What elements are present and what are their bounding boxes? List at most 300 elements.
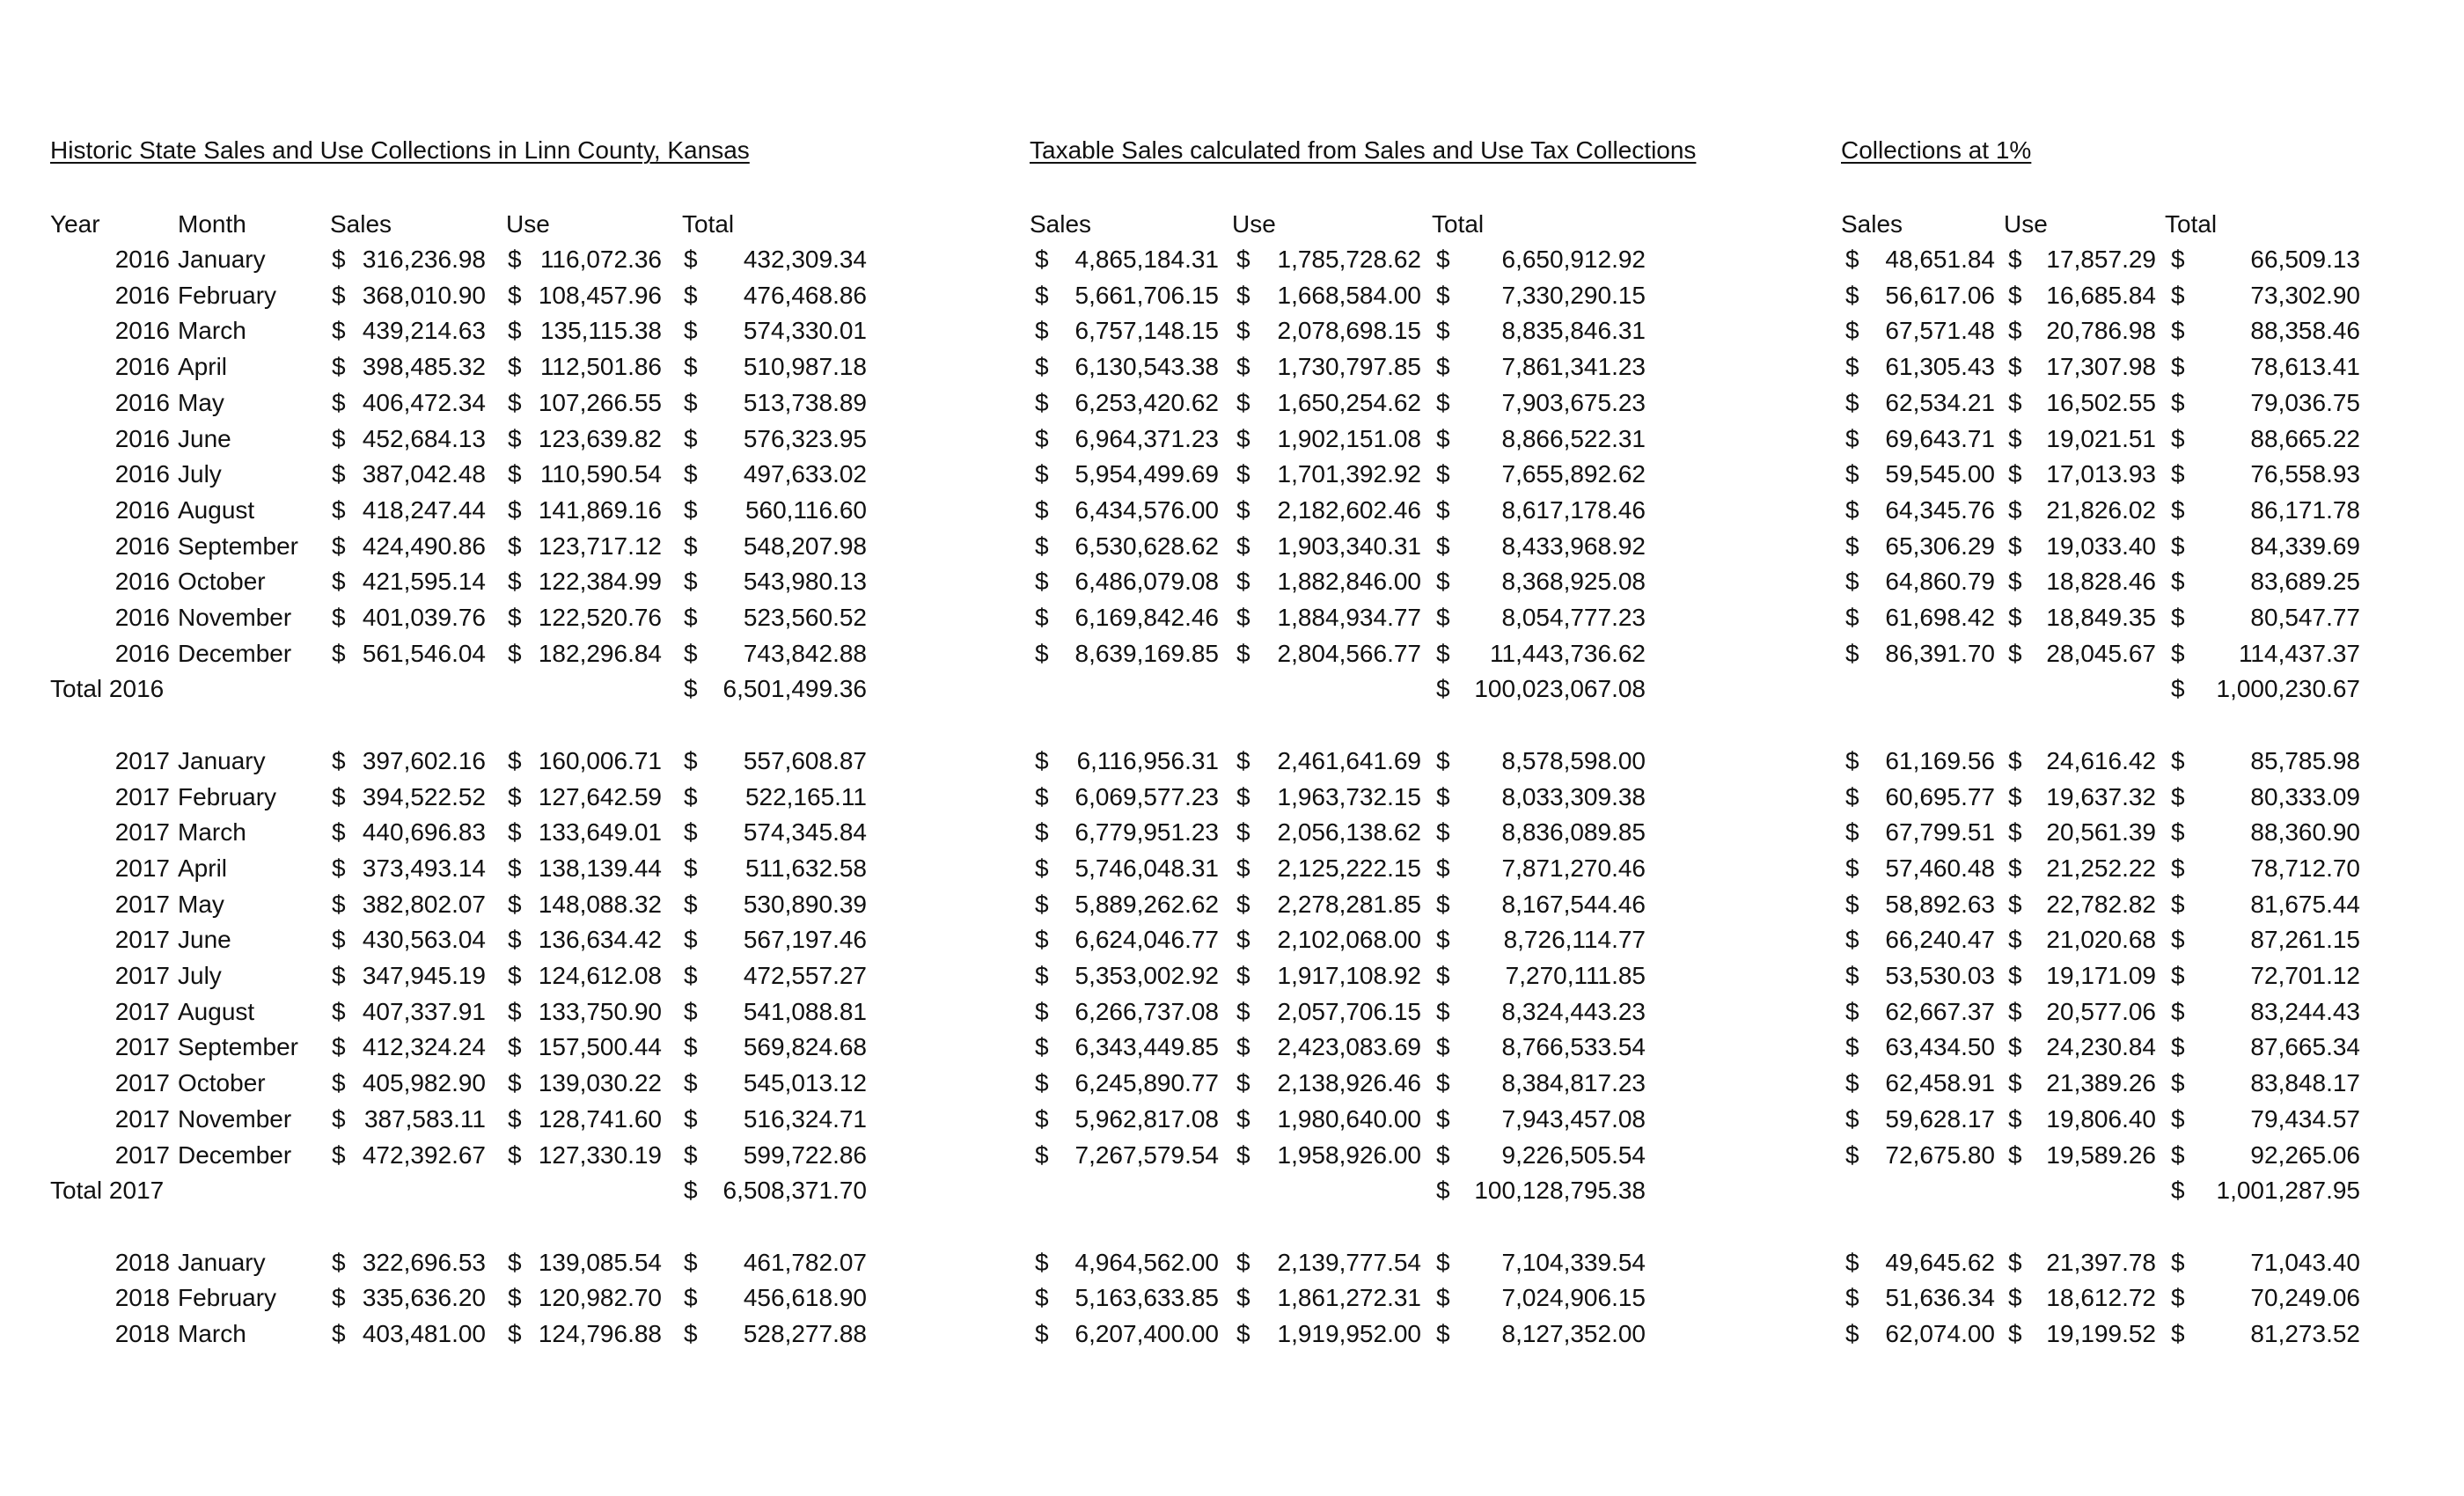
historic-sales-cell: 418,247.44 — [362, 495, 486, 524]
taxable-total-cell-currency: $ — [1436, 1140, 1450, 1169]
historic-use-cell: 157,500.44 — [538, 1033, 662, 1061]
taxable-sales-cell: 4,865,184.31 — [1074, 246, 1219, 273]
taxable-use-cell-currency: $ — [1236, 818, 1250, 847]
historic-use-cell-currency: $ — [508, 1140, 522, 1169]
historic-use-cell: 122,520.76 — [538, 604, 662, 631]
table-row — [1841, 1102, 2369, 1137]
historic-sales-cell-currency: $ — [332, 1248, 346, 1276]
historic-sales-cell-currency: $ — [332, 353, 346, 381]
taxable-sales-cell: 5,163,633.85 — [1074, 1284, 1219, 1312]
historic-total-cell-currency: $ — [684, 281, 698, 309]
table-row — [50, 1066, 869, 1101]
collections-use-cell: 19,021.51 — [2046, 424, 2156, 452]
historic-sales-cell: 421,595.14 — [362, 568, 486, 596]
taxable-use-cell: 1,668,584.00 — [1277, 281, 1421, 309]
collections-use-cell: 21,397.78 — [2046, 1248, 2156, 1276]
taxable-total-cell-currency: $ — [1436, 1320, 1450, 1347]
taxable-total-cell: 11,443,736.62 — [1490, 639, 1646, 667]
table-row — [50, 1102, 869, 1137]
historic-use-cell: 135,115.38 — [539, 317, 662, 345]
taxable-total-cell: 7,655,892.62 — [1501, 460, 1646, 488]
taxable-use-cell-currency: $ — [1236, 997, 1250, 1025]
taxable-sales-cell: 6,245,890.77 — [1074, 1069, 1219, 1097]
table-row — [1841, 744, 2369, 779]
taxable-use-cell: 1,917,108.92 — [1277, 962, 1421, 989]
table-row — [1841, 564, 2369, 599]
table-row — [50, 493, 869, 528]
taxable-total-cell-currency: $ — [1436, 890, 1450, 918]
collections-total-cell-currency: $ — [2171, 604, 2185, 631]
historic-total-cell: 574,345.84 — [743, 818, 867, 847]
historic-total-cell-currency: $ — [684, 424, 698, 452]
historic-use-cell-currency: $ — [508, 1104, 522, 1133]
table-row — [1030, 493, 1646, 528]
collections-sales-cell: 64,860.79 — [1885, 568, 1995, 596]
collections-sales-cell: 58,892.63 — [1885, 890, 1995, 918]
taxable-sales-cell: 5,954,499.69 — [1074, 460, 1219, 488]
historic-sales-cell-currency: $ — [332, 818, 346, 847]
historic-total-cell: 472,557.27 — [743, 962, 867, 989]
historic-total-cell-currency: $ — [684, 604, 698, 631]
table-row — [1841, 493, 2369, 528]
header-total: Total — [682, 210, 735, 238]
table-row — [50, 1280, 869, 1316]
historic-sales-cell: 424,490.86 — [362, 532, 486, 560]
collections-sales-cell-currency: $ — [1845, 1104, 1859, 1133]
collections-sales-cell: 59,545.00 — [1885, 460, 1995, 488]
taxable-use-cell: 1,958,926.00 — [1277, 1140, 1421, 1169]
historic-total-cell-currency: $ — [684, 854, 698, 882]
collections-total-cell-currency: $ — [2171, 424, 2185, 452]
table-row — [1030, 1245, 1646, 1280]
taxable-grand-total-currency: $ — [1436, 675, 1450, 703]
year-cell: 2016 — [114, 353, 170, 381]
historic-sales-cell: 335,636.20 — [362, 1284, 486, 1312]
taxable-total-cell: 7,330,290.15 — [1501, 281, 1646, 309]
collections-sales-cell: 69,643.71 — [1885, 424, 1995, 452]
historic-use-cell-currency: $ — [508, 353, 522, 381]
year-cell: 2016 — [114, 532, 170, 560]
taxable-sales-title: Taxable Sales calculated from Sales and Use Tax Collections — [1030, 136, 1697, 164]
historic-total-cell-currency: $ — [684, 353, 698, 381]
historic-use-cell-currency: $ — [508, 532, 522, 560]
historic-sales-cell: 406,472.34 — [362, 388, 486, 416]
taxable-grand-total-currency: $ — [1436, 1177, 1450, 1205]
collections-total-cell: 88,358.46 — [2250, 317, 2360, 345]
collections-sales-cell: 67,799.51 — [1885, 818, 1995, 847]
collections-total-cell: 72,701.12 — [2250, 962, 2360, 989]
historic-total-cell: 432,309.34 — [743, 246, 867, 273]
table-row — [1030, 994, 1646, 1030]
historic-total-cell: 476,468.86 — [743, 281, 867, 309]
year-cell: 2017 — [114, 1033, 170, 1061]
year-cell: 2017 — [114, 782, 170, 810]
historic-total-cell: 599,722.86 — [743, 1140, 867, 1169]
taxable-sales-cell: 6,964,371.23 — [1074, 424, 1219, 452]
collections-use-cell-currency: $ — [2008, 604, 2022, 631]
table-row — [50, 1245, 869, 1280]
table-row — [1841, 278, 2369, 313]
collections-total-cell-currency: $ — [2171, 1140, 2185, 1169]
collections-total-cell: 114,437.37 — [2238, 639, 2360, 667]
header-total: Total — [2165, 210, 2218, 238]
historic-total-cell-currency: $ — [684, 246, 698, 273]
collections-sales-cell-currency: $ — [1845, 854, 1859, 882]
collections-use-cell: 19,033.40 — [2046, 532, 2156, 560]
taxable-sales-cell: 5,746,048.31 — [1074, 854, 1219, 882]
table-row — [50, 744, 869, 779]
historic-total-cell: 497,633.02 — [743, 460, 867, 488]
taxable-sales-cell: 6,266,737.08 — [1074, 997, 1219, 1025]
month-cell: November — [178, 604, 292, 631]
historic-sales-cell: 401,039.76 — [362, 604, 486, 631]
taxable-total-cell-currency: $ — [1436, 388, 1450, 416]
header-year: Year — [50, 210, 100, 238]
taxable-total-cell-currency: $ — [1436, 604, 1450, 631]
total-row — [50, 1173, 869, 1208]
taxable-sales-cell-currency: $ — [1035, 997, 1049, 1025]
taxable-grand-total: 100,023,067.08 — [1474, 675, 1646, 703]
collections-sales-cell: 57,460.48 — [1885, 854, 1995, 882]
header-sales: Sales — [1030, 210, 1092, 238]
historic-total-cell-currency: $ — [684, 890, 698, 918]
collections-total-cell-currency: $ — [2171, 1320, 2185, 1347]
month-cell: March — [178, 317, 246, 345]
historic-sales-cell: 403,481.00 — [362, 1320, 486, 1347]
historic-use-cell-currency: $ — [508, 818, 522, 847]
taxable-sales-cell-currency: $ — [1035, 639, 1049, 667]
collections-total-cell: 81,675.44 — [2250, 890, 2360, 918]
table-row — [1030, 815, 1646, 850]
taxable-sales-cell: 6,779,951.23 — [1074, 818, 1219, 847]
month-cell: September — [178, 532, 298, 560]
taxable-sales-cell-currency: $ — [1035, 353, 1049, 381]
collections-total-cell: 87,665.34 — [2250, 1033, 2360, 1061]
historic-sales-cell: 561,546.04 — [362, 639, 486, 667]
table-row — [50, 1030, 869, 1065]
taxable-use-cell-currency: $ — [1236, 926, 1250, 954]
taxable-sales-cell-currency: $ — [1035, 495, 1049, 524]
historic-sales-cell-currency: $ — [332, 568, 346, 596]
historic-total-cell-currency: $ — [684, 1033, 698, 1061]
collections-sales-cell-currency: $ — [1845, 281, 1859, 309]
collections-total-cell-currency: $ — [2171, 854, 2185, 882]
year-cell: 2018 — [114, 1248, 170, 1276]
taxable-sales-cell: 5,889,262.62 — [1074, 890, 1219, 918]
table-row — [1030, 242, 1646, 277]
historic-sales-cell-currency: $ — [332, 746, 346, 774]
table-row — [1841, 529, 2369, 564]
taxable-total-cell: 8,167,544.46 — [1501, 890, 1646, 918]
taxable-total-cell: 7,270,111.85 — [1505, 962, 1646, 989]
taxable-use-cell: 1,650,254.62 — [1277, 388, 1421, 416]
taxable-total-cell-currency: $ — [1436, 997, 1450, 1025]
collections-use-cell-currency: $ — [2008, 1104, 2022, 1133]
collections-use-cell-currency: $ — [2008, 854, 2022, 882]
taxable-sales-cell: 5,962,817.08 — [1074, 1104, 1219, 1133]
collections-use-cell: 17,013.93 — [2046, 460, 2156, 488]
month-cell: February — [178, 281, 277, 309]
taxable-total-cell-currency: $ — [1436, 317, 1450, 345]
collections-total-cell-currency: $ — [2171, 639, 2185, 667]
month-cell: October — [178, 1069, 266, 1097]
collections-total-cell-currency: $ — [2171, 746, 2185, 774]
taxable-sales-cell-currency: $ — [1035, 818, 1049, 847]
month-cell: June — [178, 424, 231, 452]
collections-total-cell: 86,171.78 — [2250, 495, 2360, 524]
historic-sales-cell-currency: $ — [332, 854, 346, 882]
taxable-total-cell-currency: $ — [1436, 818, 1450, 847]
taxable-total-cell: 9,226,505.54 — [1501, 1140, 1646, 1169]
taxable-use-cell: 1,861,272.31 — [1277, 1284, 1421, 1312]
historic-sales-cell-currency: $ — [332, 1320, 346, 1347]
total-row — [1841, 671, 2369, 707]
collections-use-cell-currency: $ — [2008, 388, 2022, 416]
collections-total-cell: 76,558.93 — [2250, 460, 2360, 488]
table-row — [1841, 780, 2369, 815]
taxable-sales-cell: 6,530,628.62 — [1074, 532, 1219, 560]
taxable-total-cell: 7,943,457.08 — [1501, 1104, 1646, 1133]
collections-use-cell: 20,561.39 — [2046, 818, 2156, 847]
table-row — [1030, 349, 1646, 385]
collections-total-cell-currency: $ — [2171, 818, 2185, 847]
collections-sales-cell-currency: $ — [1845, 353, 1859, 381]
collections-sales-cell-currency: $ — [1845, 568, 1859, 596]
collections-total-cell-currency: $ — [2171, 460, 2185, 488]
taxable-sales-cell: 6,434,576.00 — [1074, 495, 1219, 524]
table-row — [50, 958, 869, 994]
collections-total-cell-currency: $ — [2171, 997, 2185, 1025]
historic-use-cell-currency: $ — [508, 890, 522, 918]
month-cell: May — [178, 890, 224, 918]
historic-total-cell: 522,165.11 — [744, 782, 867, 810]
table-row — [1030, 564, 1646, 599]
collections-use-cell: 21,020.68 — [2046, 926, 2156, 954]
taxable-total-cell: 8,127,352.00 — [1501, 1320, 1646, 1347]
taxable-use-cell-currency: $ — [1236, 746, 1250, 774]
table-row — [1841, 1316, 2369, 1352]
collections-total-cell: 80,333.09 — [2250, 782, 2360, 810]
collections-use-cell-currency: $ — [2008, 746, 2022, 774]
taxable-use-cell-currency: $ — [1236, 424, 1250, 452]
table-row — [50, 600, 869, 635]
historic-total-cell-currency: $ — [684, 746, 698, 774]
month-cell: June — [178, 926, 231, 954]
historic-sales-cell-currency: $ — [332, 997, 346, 1025]
historic-grand-total: 6,501,499.36 — [722, 675, 867, 703]
historic-header-row — [50, 207, 869, 242]
month-cell: December — [178, 639, 292, 667]
collections-use-cell: 18,849.35 — [2046, 604, 2156, 631]
historic-total-cell-currency: $ — [684, 1284, 698, 1312]
taxable-total-cell: 8,578,598.00 — [1501, 746, 1646, 774]
taxable-use-cell: 1,902,151.08 — [1277, 424, 1421, 452]
total-row — [1030, 1173, 1646, 1208]
taxable-total-cell-currency: $ — [1436, 926, 1450, 954]
month-cell: July — [178, 962, 222, 989]
month-cell: January — [178, 746, 266, 774]
table-row — [50, 1209, 869, 1244]
collections-use-cell: 19,199.52 — [2046, 1320, 2156, 1347]
collections-use-cell: 21,252.22 — [2046, 854, 2156, 882]
taxable-use-cell: 2,461,641.69 — [1277, 746, 1421, 774]
year-cell: 2016 — [114, 604, 170, 631]
historic-total-cell-currency: $ — [684, 997, 698, 1025]
collections-use-cell: 20,786.98 — [2046, 317, 2156, 345]
collections-use-cell-currency: $ — [2008, 890, 2022, 918]
collections-sales-cell-currency: $ — [1845, 926, 1859, 954]
table-row — [1030, 1138, 1646, 1173]
year-cell: 2016 — [114, 639, 170, 667]
taxable-total-cell-currency: $ — [1436, 1104, 1450, 1133]
collections-total-cell: 71,043.40 — [2250, 1248, 2360, 1276]
historic-total-cell: 513,738.89 — [743, 388, 867, 416]
taxable-use-cell-currency: $ — [1236, 962, 1250, 989]
collections-sales-cell-currency: $ — [1845, 1033, 1859, 1061]
table-row — [1030, 313, 1646, 348]
taxable-use-cell: 2,182,602.46 — [1277, 495, 1421, 524]
historic-sales-cell-currency: $ — [332, 424, 346, 452]
historic-total-cell-currency: $ — [684, 818, 698, 847]
historic-sales-cell-currency: $ — [332, 782, 346, 810]
collections-total-cell-currency: $ — [2171, 568, 2185, 596]
taxable-total-cell-currency: $ — [1436, 1033, 1450, 1061]
taxable-sales-cell-currency: $ — [1035, 890, 1049, 918]
table-row — [1841, 1209, 2369, 1244]
taxable-sales-cell-currency: $ — [1035, 926, 1049, 954]
historic-total-cell-currency: $ — [684, 1104, 698, 1133]
historic-total-cell: 576,323.95 — [743, 424, 867, 452]
taxable-use-cell-currency: $ — [1236, 1140, 1250, 1169]
collections-total-cell: 66,509.13 — [2250, 246, 2360, 273]
collections-total-cell: 79,434.57 — [2250, 1104, 2360, 1133]
taxable-total-cell: 7,871,270.46 — [1501, 854, 1646, 882]
table-row — [1030, 922, 1646, 957]
historic-total-cell: 567,197.46 — [743, 926, 867, 954]
collections-total-cell: 79,036.75 — [2250, 388, 2360, 416]
collections-total-cell-currency: $ — [2171, 495, 2185, 524]
taxable-total-cell: 7,024,906.15 — [1501, 1284, 1646, 1312]
collections-total-cell: 87,261.15 — [2250, 926, 2360, 954]
collections-total-cell-currency: $ — [2171, 388, 2185, 416]
collections-use-cell: 19,806.40 — [2046, 1104, 2156, 1133]
taxable-use-cell: 1,730,797.85 — [1277, 353, 1421, 381]
collections-use-cell-currency: $ — [2008, 782, 2022, 810]
table-row — [1841, 636, 2369, 671]
historic-collections-title: Historic State Sales and Use Collections in Linn County, Kansas — [50, 136, 750, 164]
table-row — [1841, 922, 2369, 957]
taxable-total-cell: 8,368,925.08 — [1501, 568, 1646, 596]
taxable-sales-cell-currency: $ — [1035, 317, 1049, 345]
taxable-sales-cell: 4,964,562.00 — [1074, 1248, 1219, 1276]
year-cell: 2017 — [114, 818, 170, 847]
collections-header-row — [1841, 207, 2369, 242]
collections-sales-cell: 65,306.29 — [1885, 532, 1995, 560]
year-cell: 2017 — [114, 890, 170, 918]
month-cell: March — [178, 1320, 246, 1347]
table-row — [1841, 422, 2369, 457]
collections-sales-cell: 61,169.56 — [1885, 746, 1995, 774]
table-row — [1841, 1138, 2369, 1173]
collections-sales-cell: 64,345.76 — [1885, 495, 1995, 524]
year-cell: 2017 — [114, 1104, 170, 1133]
collections-use-cell-currency: $ — [2008, 532, 2022, 560]
table-row — [50, 422, 869, 457]
historic-sales-cell: 405,982.90 — [362, 1069, 486, 1097]
month-cell: March — [178, 818, 246, 847]
taxable-total-cell-currency: $ — [1436, 1069, 1450, 1097]
taxable-total-cell: 8,433,968.92 — [1501, 532, 1646, 560]
taxable-sales-cell: 5,661,706.15 — [1074, 281, 1219, 309]
historic-grand-total: 6,508,371.70 — [722, 1177, 867, 1205]
historic-total-cell: 543,980.13 — [743, 568, 867, 596]
taxable-use-cell-currency: $ — [1236, 568, 1250, 596]
table-row — [1841, 1066, 2369, 1101]
collections-use-cell-currency: $ — [2008, 568, 2022, 596]
historic-total-cell-currency: $ — [684, 639, 698, 667]
table-row — [1030, 278, 1646, 313]
month-cell: January — [178, 246, 266, 273]
collections-sales-cell-currency: $ — [1845, 782, 1859, 810]
historic-use-cell: 133,750.90 — [538, 997, 662, 1025]
historic-sales-cell: 387,583.11 — [363, 1104, 486, 1133]
taxable-sales-cell: 6,343,449.85 — [1074, 1033, 1219, 1061]
header-use: Use — [2004, 210, 2048, 238]
collections-total-cell-currency: $ — [2171, 1248, 2185, 1276]
historic-sales-cell-currency: $ — [332, 1069, 346, 1097]
historic-sales-cell-currency: $ — [332, 1033, 346, 1061]
collections-sales-cell: 62,534.21 — [1885, 388, 1995, 416]
taxable-use-cell-currency: $ — [1236, 1104, 1250, 1133]
collections-sales-cell-currency: $ — [1845, 532, 1859, 560]
historic-total-cell-currency: $ — [684, 1140, 698, 1169]
taxable-use-cell: 2,804,566.77 — [1277, 639, 1421, 667]
collections-use-cell-currency: $ — [2008, 424, 2022, 452]
taxable-sales-cell-currency: $ — [1035, 962, 1049, 989]
header-total: Total — [1432, 210, 1485, 238]
collections-total-cell: 88,665.22 — [2250, 424, 2360, 452]
historic-sales-cell: 347,945.19 — [362, 962, 486, 989]
historic-use-cell: 123,639.82 — [538, 424, 662, 452]
collections-total-cell-currency: $ — [2171, 532, 2185, 560]
collections-total-cell-currency: $ — [2171, 1284, 2185, 1312]
table-row — [50, 815, 869, 850]
table-row — [1841, 349, 2369, 385]
taxable-use-cell: 2,278,281.85 — [1277, 890, 1421, 918]
month-cell: August — [178, 495, 255, 524]
month-cell: September — [178, 1033, 298, 1061]
table-row — [1841, 1245, 2369, 1280]
historic-total-cell: 528,277.88 — [743, 1320, 867, 1347]
historic-total-cell-currency: $ — [684, 460, 698, 488]
collections-total-cell: 92,265.06 — [2250, 1140, 2360, 1169]
historic-use-cell-currency: $ — [508, 388, 522, 416]
historic-use-cell: 127,330.19 — [538, 1140, 662, 1169]
year-cell: 2018 — [114, 1320, 170, 1347]
year-cell: 2017 — [114, 746, 170, 774]
taxable-total-cell: 8,384,817.23 — [1501, 1069, 1646, 1097]
month-cell: February — [178, 782, 277, 810]
month-cell: August — [178, 997, 255, 1025]
collections-sales-cell: 48,651.84 — [1885, 246, 1995, 273]
table-row — [1841, 958, 2369, 994]
taxable-use-cell-currency: $ — [1236, 317, 1250, 345]
historic-use-cell: 139,030.22 — [538, 1069, 662, 1097]
collections-use-cell-currency: $ — [2008, 281, 2022, 309]
collections-sales-cell: 59,628.17 — [1885, 1104, 1995, 1133]
total-label: Total 2016 — [50, 675, 165, 703]
historic-use-cell: 112,501.86 — [539, 353, 662, 381]
